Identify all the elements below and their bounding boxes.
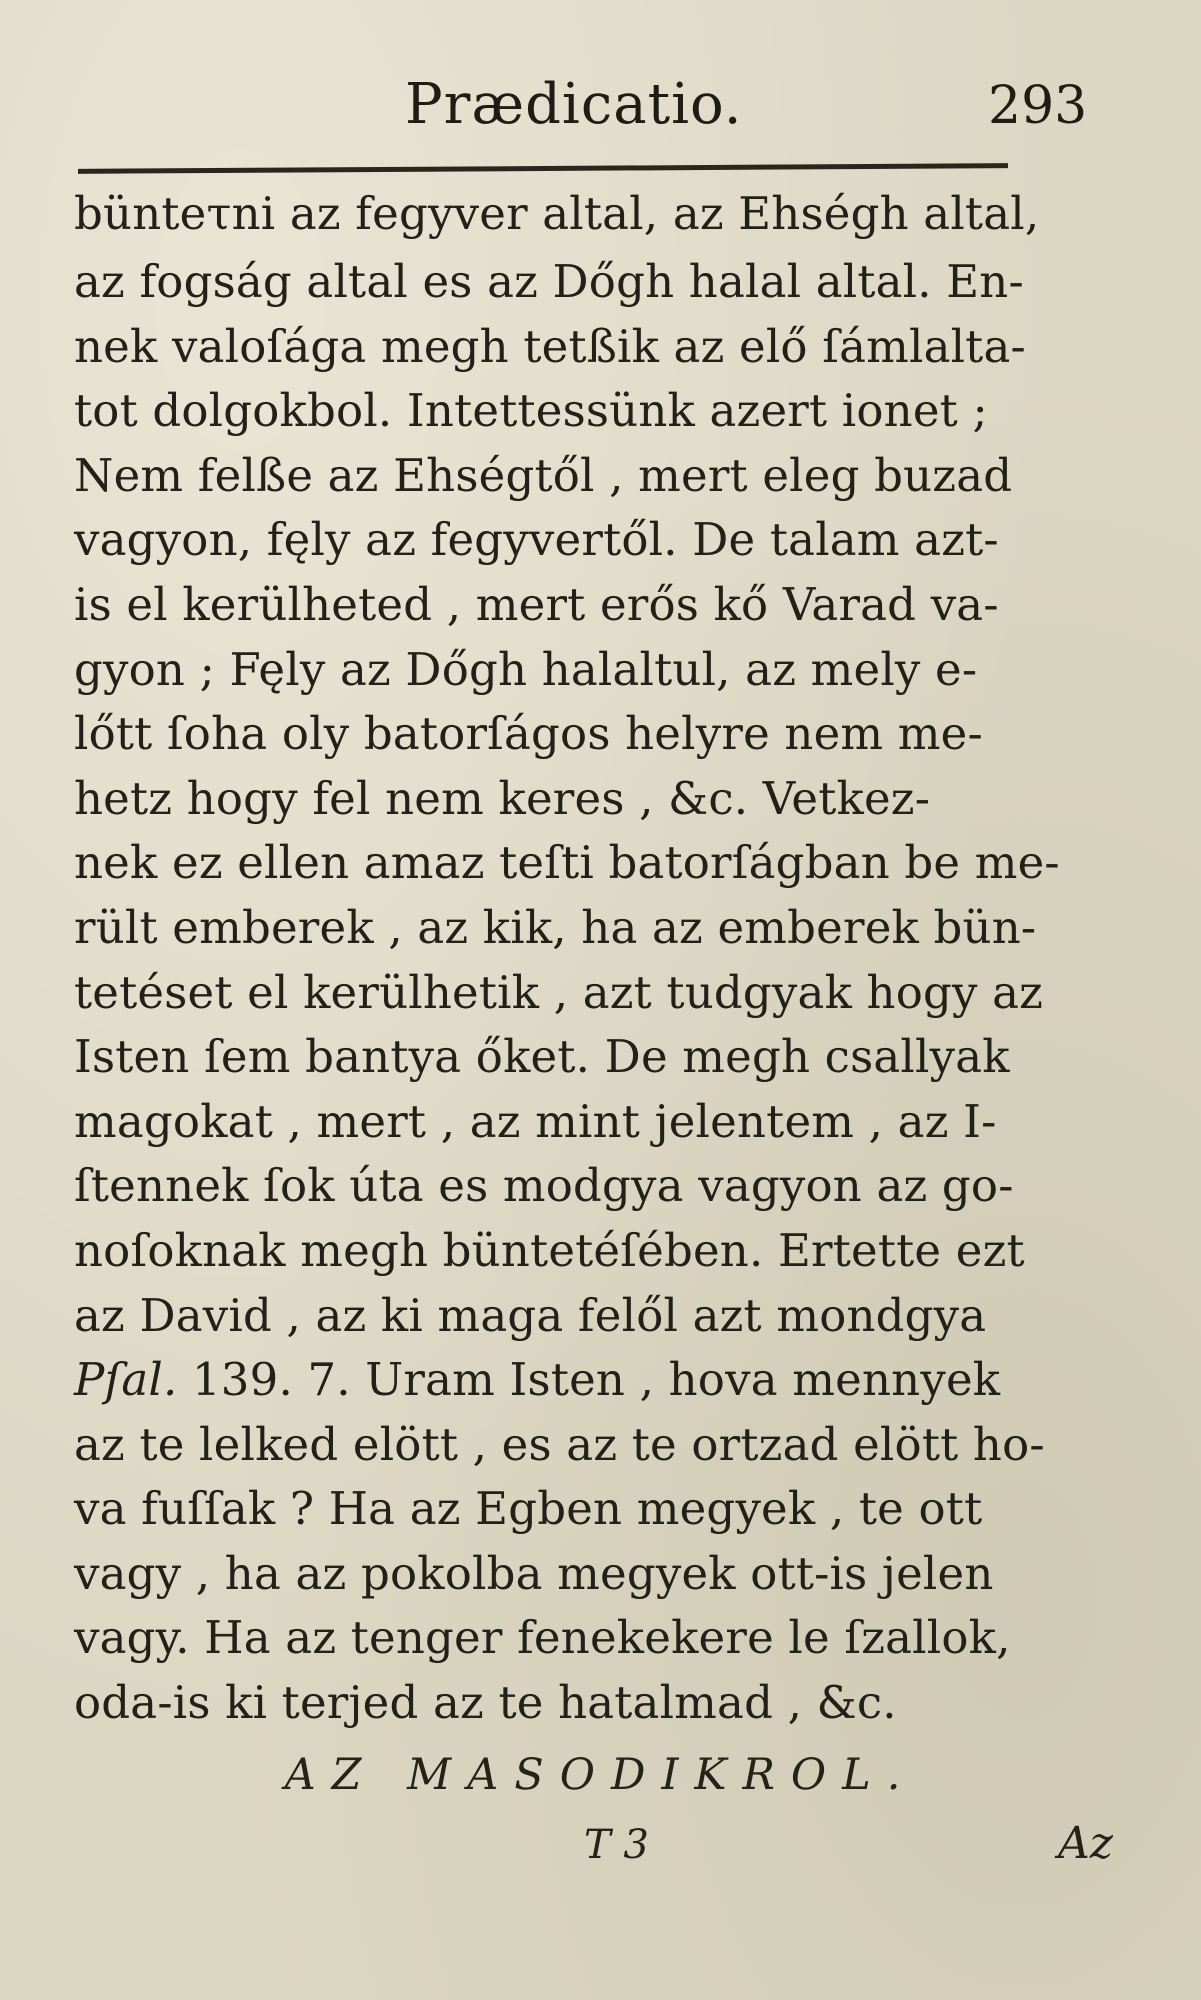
text-line: Nem felße az Ehségtől , mert eleg buzad bbox=[74, 448, 1013, 502]
text-line: vagy , ha az pokolba megyek ott-is jelen bbox=[74, 1546, 994, 1600]
text-line: vagyon, fęly az fegyvertől. De talam azt- bbox=[74, 513, 999, 567]
text-line: az fogság altal es az Dőgh halal altal. En- bbox=[74, 255, 1024, 308]
text-line: Pſal. 139. 7. Uram Isten , hova mennyek bbox=[74, 1353, 1001, 1407]
signature-mark: T 3 bbox=[584, 1822, 649, 1868]
catchword: Az bbox=[1058, 1818, 1113, 1869]
text-line: va fuſſak ? Ha az Egben megyek , te ott bbox=[74, 1482, 983, 1536]
text-line: vagy. Ha az tenger fenekekere le ſzallok, bbox=[74, 1611, 1011, 1665]
running-head-title: Prædicatio. bbox=[405, 72, 743, 137]
text-line: bünteτni az fegyver altal, az Ehségh altal, bbox=[74, 187, 1040, 240]
text-line: rült emberek , az kik, ha az emberek bün- bbox=[74, 900, 1037, 954]
text-line: ſtennek ſok úta es modgya vagyon az go- bbox=[74, 1159, 1014, 1213]
text-line: nek valoſága megh tetßik az elő ſámlalta- bbox=[74, 319, 1026, 373]
section-heading: AZ MASODIKROL. bbox=[284, 1750, 917, 1800]
text-line: oda-is ki terjed az te hatalmad , &c. bbox=[74, 1676, 897, 1730]
text-line: az te lelked elött , es az te ortzad elött ho- bbox=[74, 1417, 1045, 1471]
text-line: magokat , mert , az mint jelentem , az I- bbox=[74, 1094, 997, 1148]
text-line: tetéset el kerülhetik , azt tudgyak hogy az bbox=[74, 965, 1044, 1019]
text-line: hetz hogy fel nem keres , &c. Vetkez- bbox=[74, 771, 931, 825]
text-line: gyon ; Fęly az Dőgh halaltul, az mely e- bbox=[74, 642, 978, 696]
scripture-reference: Pſal. bbox=[74, 1353, 178, 1407]
running-head bbox=[0, 72, 1201, 152]
text-line: az David , az ki maga felől azt mondgya bbox=[74, 1288, 987, 1342]
page-number: 293 bbox=[988, 76, 1088, 136]
text-line: nek ez ellen amaz teſti batorſágban be me- bbox=[74, 836, 1060, 890]
body-text bbox=[74, 178, 1124, 1736]
header-rule bbox=[78, 163, 1008, 174]
text-line: is el kerülheted , mert erős kő Varad va- bbox=[74, 577, 999, 631]
text-line: Isten ſem bantya őket. De megh csallyak bbox=[74, 1030, 1010, 1084]
text-line: noſoknak megh büntetéſében. Ertette ezt bbox=[74, 1223, 1025, 1277]
text-line: lőtt ſoha oly batorſágos helyre nem me- bbox=[74, 707, 983, 761]
text-line: tot dolgokbol. Intettessünk azert ionet ; bbox=[74, 384, 988, 438]
